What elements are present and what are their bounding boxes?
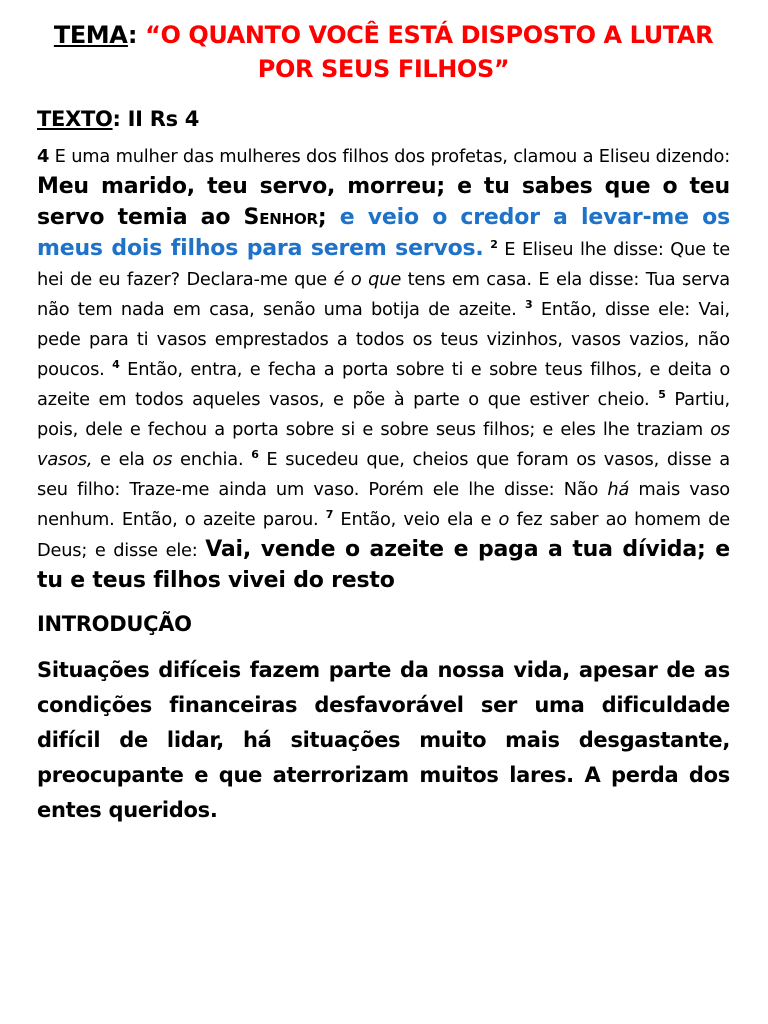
verse-text: fez saber ao homem de Deus; e disse ele:: [37, 509, 730, 561]
introduction-heading: INTRODUÇÃO: [37, 612, 192, 636]
verse-number: 3: [525, 298, 533, 311]
verse-text: Partiu, pois, dele e fechou a porta sobre si e sobre seus filhos; e eles lhe traziam: [37, 389, 730, 440]
scripture-passage: [37, 142, 730, 597]
blue-emphasis-text: e veio o credor a levar-me os meus dois filhos para serem servos.: [37, 205, 730, 261]
title-label: TEMA: [53, 21, 128, 49]
verse-text: E uma mulher das mulheres dos filhos dos profetas, clamou a Eliseu dizendo:: [49, 146, 730, 167]
verse-number: 7: [325, 508, 334, 521]
verse-text: E Eliseu lhe disse: Que te hei de eu fazer? Declara-me que: [37, 239, 730, 290]
emphasis-punct: ;: [317, 205, 327, 230]
italic-text: os: [152, 449, 173, 470]
page-title: [37, 18, 730, 86]
italic-text: há: [607, 479, 630, 500]
texto-ref: : II Rs 4: [112, 107, 200, 131]
verse-text: Então, disse ele: Vai, pede para ti vasos emprestados a todos os teus vizinhos, vasos vazios, não poucos.: [37, 299, 730, 380]
title-theme: “O QUANTO VOCÊ ESTÁ DISPOSTO A LUTAR POR SEUS FILHOS”: [145, 21, 714, 83]
title-colon: :: [127, 21, 146, 49]
verse-text: Então, veio ela e: [333, 509, 499, 530]
introduction-paragraph: Situações difíceis fazem parte da nossa vida, apesar de as condições financeiras desfavorável ser uma dificuldade difícil de lidar, há situações muito mais desgastante, preocupante e que aterrorizam muitos lares. A perda dos entes queridos.: [37, 658, 730, 822]
italic-text: os vasos,: [37, 419, 730, 470]
emphasis-text: Meu marido, teu servo, morreu; e tu sabes que o teu servo temia ao: [37, 174, 730, 230]
verse-number: 6: [251, 448, 259, 461]
verse-number: 4: [112, 358, 120, 371]
scripture-reference: [37, 104, 730, 134]
italic-text: é o que: [333, 269, 402, 290]
verse-number: 4: [37, 146, 50, 167]
verse-text: enchia.: [172, 449, 252, 470]
verse-text: mais vaso nenhum. Então, o azeite parou.: [37, 479, 730, 530]
verse-text: tens em casa. E ela disse: Tua serva não tem nada em casa, senão uma botija de azeite.: [37, 269, 730, 320]
verse-text: Então, entra, e fecha a porta sobre ti e sobre teus filhos, e deita o azeite em todos aqueles vasos, e põe à parte o que estiver cheio.: [37, 359, 730, 410]
verse-text: e ela: [92, 449, 153, 470]
verse-number: 5: [658, 388, 666, 401]
emphasis-text: Vai, vende o azeite e paga a tua dívida; e tu e teus filhos vivei do resto: [37, 537, 730, 593]
italic-text: o: [498, 509, 510, 530]
verse-number: 2: [490, 238, 498, 251]
lord-small-caps: Senhor: [243, 205, 318, 230]
texto-label: TEXTO: [37, 107, 113, 131]
verse-text: E sucedeu que, cheios que foram os vasos, disse a seu filho: Traze-me ainda um vaso. Porém ele lhe disse: Não: [37, 449, 730, 500]
